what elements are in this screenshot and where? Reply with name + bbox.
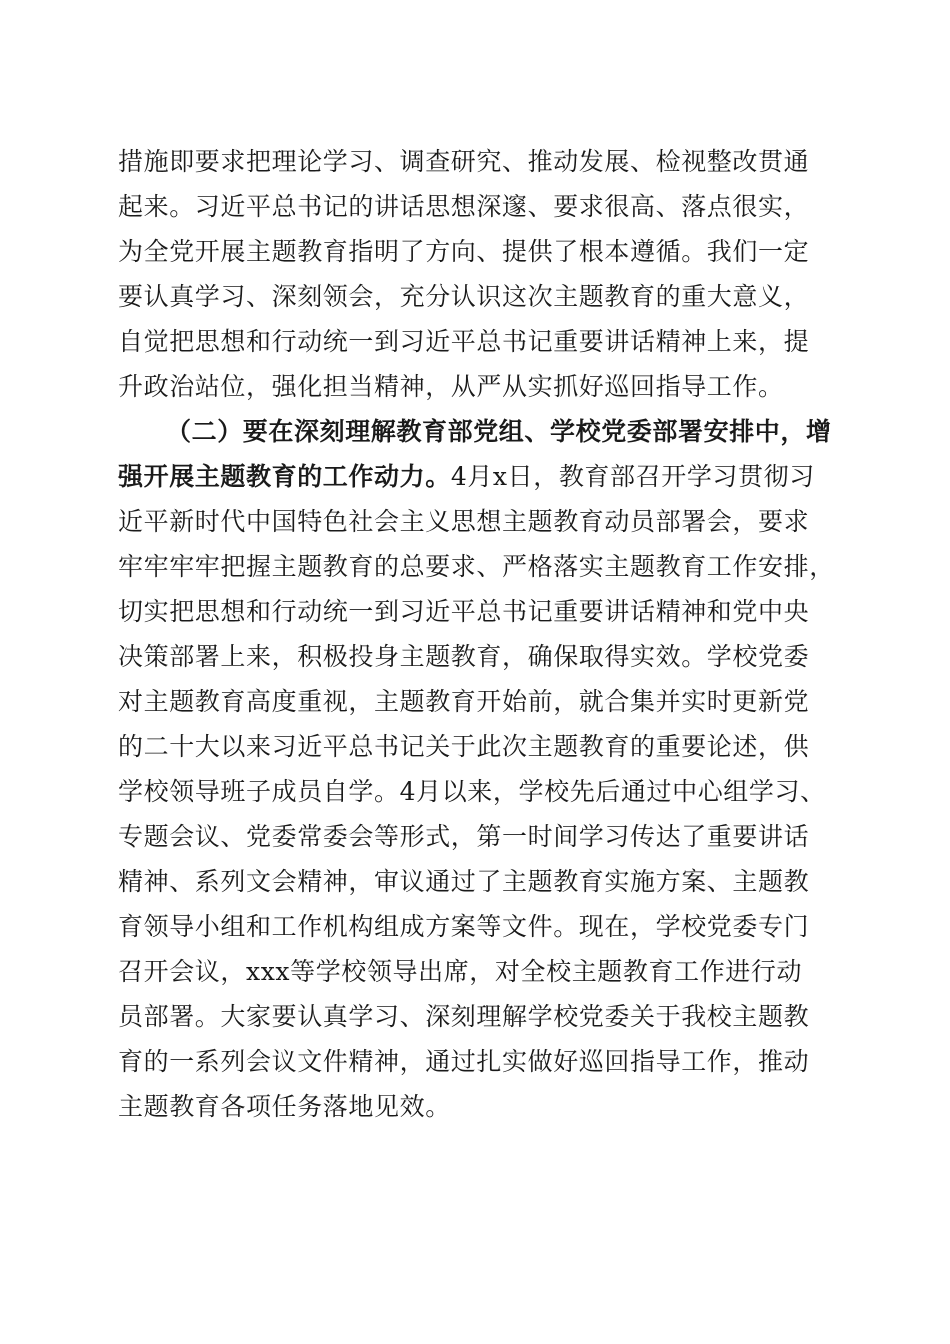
paragraph-line: 员部署。大家要认真学习、深刻理解学校党委关于我校主题教 [118, 1002, 810, 1031]
paragraph-line: 起来。习近平总书记的讲话思想深邃、要求很高、落点很实， [118, 192, 810, 221]
paragraph-line: 精神、系列文会精神，审议通过了主题教育实施方案、主题教 [118, 867, 810, 896]
paragraph-line: 对主题教育高度重视，主题教育开始前，就合集并实时更新党 [118, 687, 810, 716]
paragraph-line: 为全党开展主题教育指明了方向、提供了根本遵循。我们一定 [118, 237, 810, 266]
section-heading-continued [118, 462, 815, 492]
paragraph-line: 的二十大以来习近平总书记关于此次主题教育的重要论述，供 [118, 732, 810, 761]
paragraph-line: 育领导小组和工作机构组成方案等文件。现在，学校党委专门 [118, 912, 810, 941]
paragraph-line: 召开会议，xxx等学校领导出席，对全校主题教育工作进行动 [118, 957, 803, 986]
section-heading: （二）要在深刻理解教育部党组、学校党委部署安排中，增 [166, 417, 832, 446]
paragraph-text: 4月x日，教育部召开学习贯彻习 [450, 462, 815, 491]
paragraph-line: 近平新时代中国特色社会主义思想主题教育动员部署会，要求 [118, 507, 810, 536]
paragraph-line: 专题会议、党委常委会等形式，第一时间学习传达了重要讲话 [118, 822, 810, 851]
paragraph-line: 要认真学习、深刻领会，充分认识这次主题教育的重大意义， [118, 282, 810, 311]
paragraph-line: 学校领导班子成员自学。4月以来，学校先后通过中心组学习、 [118, 777, 826, 806]
paragraph-line: 自觉把思想和行动统一到习近平总书记重要讲话精神上来，提 [118, 327, 810, 356]
paragraph-line: 升政治站位，强化担当精神，从严从实抓好巡回指导工作。 [118, 372, 784, 401]
paragraph-line: 牢牢牢牢把握主题教育的总要求、严格落实主题教育工作安排， [118, 552, 835, 581]
paragraph-line: 切实把思想和行动统一到习近平总书记重要讲话精神和党中央 [118, 597, 810, 626]
paragraph-line: 育的一系列会议文件精神，通过扎实做好巡回指导工作，推动 [118, 1047, 810, 1076]
paragraph-line: 决策部署上来，积极投身主题教育，确保取得实效。学校党委 [118, 642, 810, 671]
paragraph-line: 措施即要求把理论学习、调查研究、推动发展、检视整改贯通 [118, 147, 810, 176]
paragraph-line: 主题教育各项任务落地见效。 [118, 1092, 451, 1121]
section-heading-end: 强开展主题教育的工作动力。 [118, 462, 451, 491]
